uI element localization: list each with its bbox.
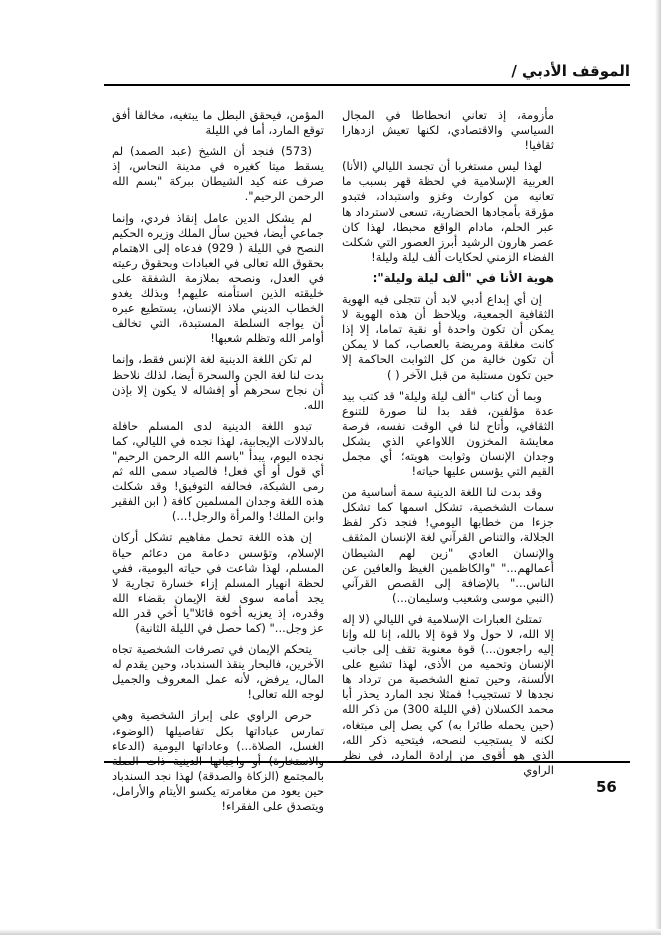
paragraph: وقد بدت لنا اللغة الدينية سمة أساسية من سمات الشخصية، تشكل اسمها كما تشكل جزءا من خطابها اليومي! فنجد ذكر لفظ الجلالة، والتناص القرآني لغة الإنسان المثقف والإنسان العادي "زين لهم الشيطان أعمالهم..." "والكاظمين الغيظ والعافين عن الناس..." بالإضافة إلى القصص القرآني (النبي موسى وشعيب وسليمان...) — [342, 485, 554, 605]
footer-rule — [104, 761, 630, 763]
paragraph: حرص الراوي على إبراز الشخصية وهي تمارس عباداتها بكل تفاصيلها (الوضوء، الغسل، الصلاة...) وعاداتها اليومية (الدعاء والاستخارة) أو واجباتها الدينية ذات الصلة بالمجتمع (الزكاة والصدقة) لهذا نجد السندباد حين يعود من مغامرته يكسو الأيتام والأرامل، ويتصدق على الفقراء! — [112, 708, 324, 814]
section-heading: هوية الأنا في "ألف ليلة وليلة": — [372, 270, 554, 285]
paragraph: إن هذه اللغة تحمل مفاهيم تشكل أركان الإسلام، وتؤسس دعامة من دعائم حياة المسلم، لهذا شاعت في حياته اليومية، ففي لحظة انهيار المسلم إزاء خسارة تجارية لا يجد أمامه سوى لغة الإيمان بقضاء الله وقدره، إذ يعزيه أخوه قائلا"يا أخي قدر الله عز وجل..." (كما حصل في الليلة الثانية) — [112, 530, 324, 635]
running-title: الموقف الأدبي / — [511, 62, 630, 80]
page-header — [104, 60, 630, 86]
page-edge-shadow — [655, 0, 661, 935]
page-edge-shadow-bottom — [0, 929, 661, 935]
right-column — [342, 108, 554, 777]
paragraph: تبدو اللغة الدينية لدى المسلم حافلة بالدلالات الإيجابية، لهذا نجده في الليالي، كما نجده اليوم، يبدأ "باسم الله الرحمن الرحيم" أي قول أو أي فعل! فالصياد سمى الله ثم رمى الشبكة، فحالفه التوفيق! وقد شكلت هذه اللغة وجدان المسلمين كافة ( ابن الفقير وابن الملك! والمرأة والرجل!...) — [112, 418, 324, 524]
paragraph: (573) فنجد أن الشيخ (عبد الصمد) لم يسقط ميتا كغيره في مدينة النحاس، إذ صرف عنه كيد الشيطان ببركة "بسم الله الرحمن الرحيم". — [112, 144, 324, 204]
paragraph: إن أي إبداع أدبي لابد أن تتجلى فيه الهوية الثقافية الجمعية، ويلاحظ أن هذه الهوية لا يمكن أن تكون واحدة أو نقية تماما، إلا إذا كانت مغلقة ومريضة بالعصاب، كما لا يمكن أن تكون خالية من كل الثوابت الحاكمة إلا حين تكون مستلبة من قبل الآخر ( ) — [342, 292, 554, 382]
paragraph: المؤمن، فيحقق البطل ما يبتغيه، مخالفا أفق توقع المارد، أما في الليلة — [112, 108, 324, 138]
left-column — [112, 108, 324, 814]
paragraph: لهذا ليس مستغربا أن تجسد الليالي (الأنا) العربية الإسلامية في لحظة قهر بسبب ما تعانيه من كوارث وغزو واستبداد، فتبدو مؤرقة بأمجادها الحضارية، تسعى لاسترداد ها عبر الحلم، مادام الواقع محبطا، لهذا كان عصر هارون الرشيد أبرز العصور التي شكلت الفضاء الزمني لحكايات ألف ليلة وليلة! — [342, 159, 554, 264]
paragraph: لم يشكل الدين عامل إنقاذ فردي، وإنما جماعي أيضا، فحين سأل الملك وزيره الحكيم النصح في الليلة ( 929) فدعاه إلى الاهتمام بحقوق الله تعالى في العبادات وبحقوق رعيته في العدل، ونصحه بملازمة الشفقة على خليقته الذين استأمنه عليهم! وبذلك يغدو الخطاب الديني ملاذ الإنسان، يستطيع عبره أن يواجه السلطة المستبدة، التي تخالف أوامر الله وتظلم شعبها! — [112, 210, 324, 346]
paragraph: مأزومة، إذ تعاني انحطاطا في المجال السياسي والاقتصادي، لكنها تعيش ازدهارا ثقافيا! — [342, 108, 554, 153]
paragraph: يتحكم الإيمان في تصرفات الشخصية تجاه الآخرين، فالبحار ينقذ السندباد، وحين يقدم له المال، يرفض، لأنه عمل المعروف والجميل لوجه الله تعالى! — [112, 642, 324, 702]
paragraph: لم تكن اللغة الدينية لغة الإنس فقط، وإنما بدت لنا لغة الجن والسحرة أيضا، لذلك نلاحظ أن نجاح سحرهم أو إفشاله لا يكون إلا بإذن الله. — [112, 352, 324, 412]
page-number: 56 — [596, 778, 617, 796]
header-rule — [104, 84, 630, 86]
paragraph: تمتلئ العبارات الإسلامية في الليالي (لا إله إلا الله، لا حول ولا قوة إلا بالله، إنا لله وإنا إليه راجعون...) قوة معنوية تقف إلى جانب الإنسان وتحميه من الأذى، لهذا تشيع على الألسنة، وحين تمنع الشخصية من ترداد ها نجدها لا تستجيب! فمثلا نجد المارد يحذر أبا محمد الكسلان (في الليلة 300) من ذكر الله (حين يحمله طائرا به) كي يصل إلى مبتغاه، لكنه لا يستجيب لنصحه، فيتحيه ذكر الله، الذي هو أقوى من إرادة المارد، في نظر الراوي — [342, 611, 554, 777]
paragraph: وبما أن كتاب "ألف ليلة وليلة" قد كتب بيد عدة مؤلفين، فقد بدا لنا صورة للتنوع الثقافي، وأتاح لنا في الوقت نفسه، فرصة معايشة المخزون اللاواعي الذي يشكل وجدان الإنسان وثوابت هويته؛ أي مجمل القيم التي يؤسس عليها حياته! — [342, 388, 554, 479]
